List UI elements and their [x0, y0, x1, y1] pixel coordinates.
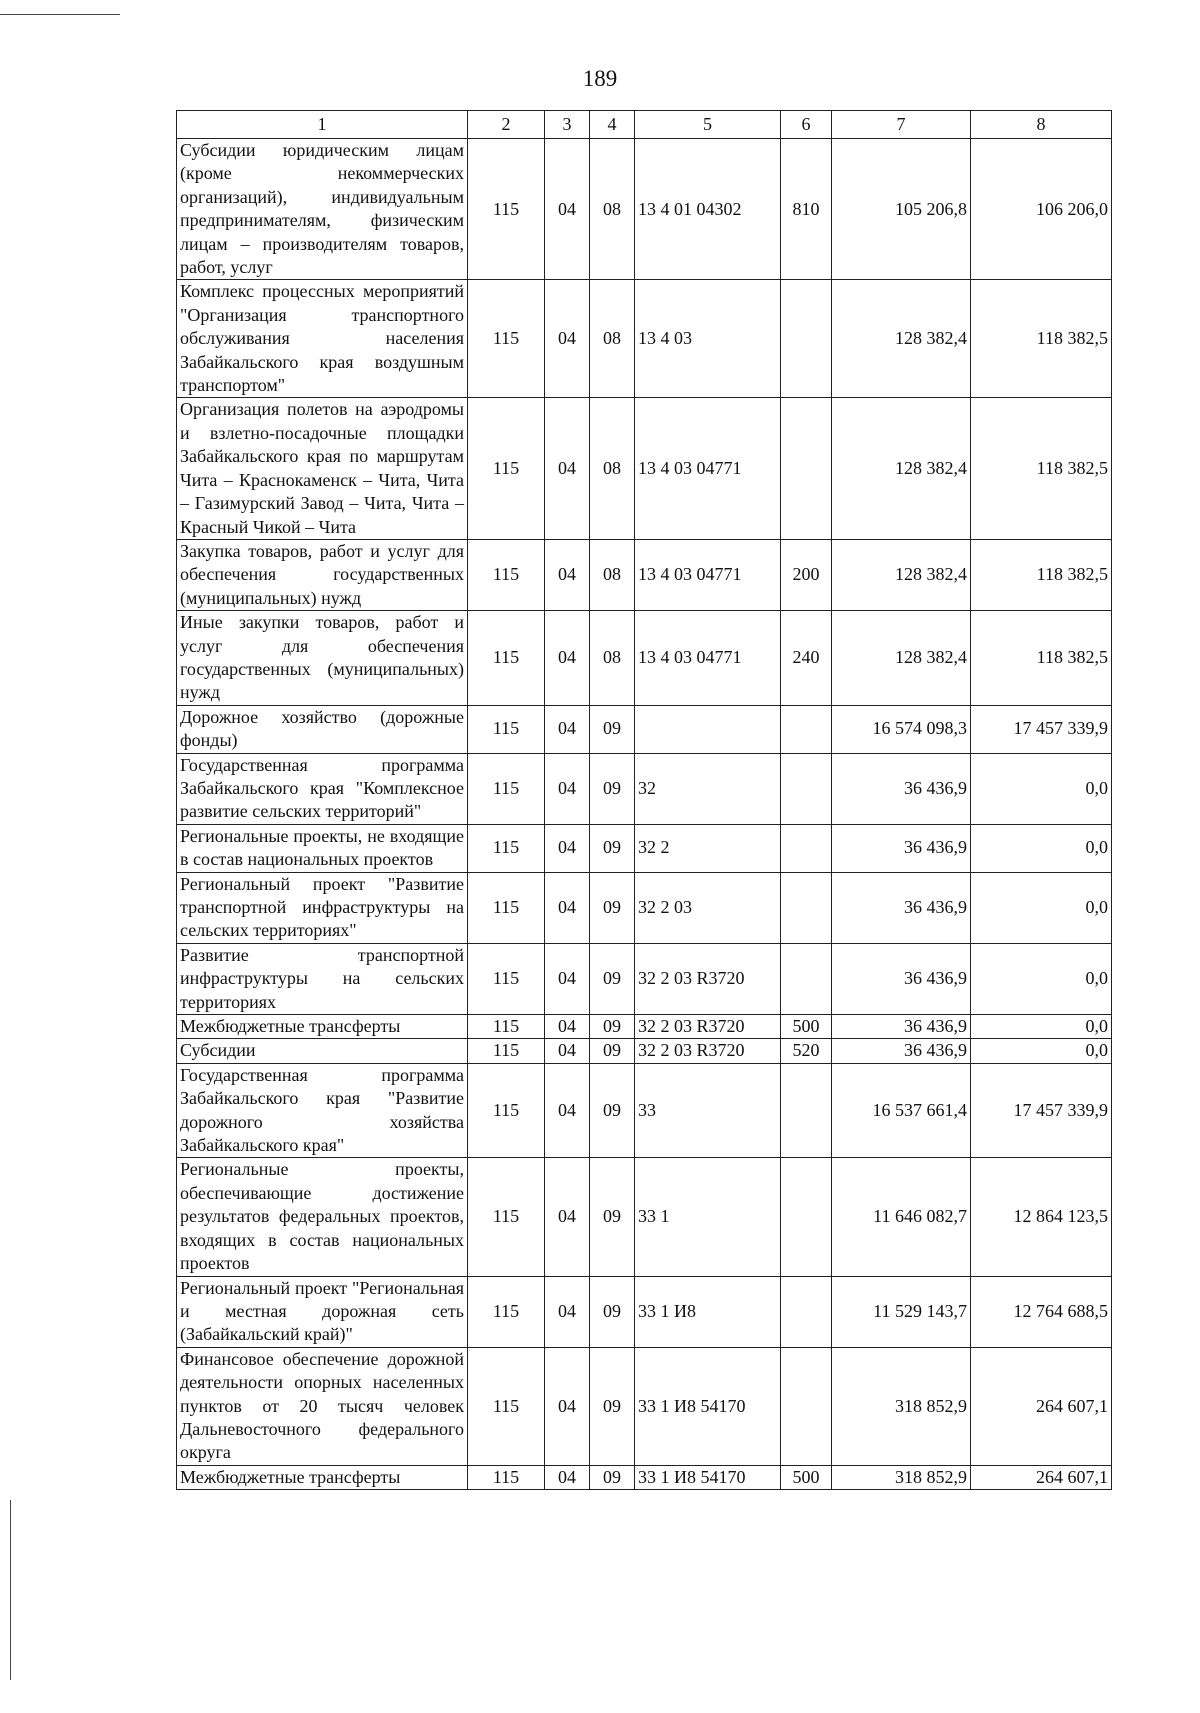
row-section: 04 — [545, 1063, 590, 1158]
table-row — [177, 1158, 1112, 1276]
row-admin-code: 115 — [468, 1465, 545, 1489]
row-target-article: 33 1 И8 — [635, 1276, 781, 1347]
row-sum-second: 0,0 — [971, 1039, 1112, 1063]
row-expense-type — [781, 398, 832, 539]
row-admin-code: 115 — [468, 824, 545, 872]
header-row — [177, 111, 1112, 139]
row-admin-code: 115 — [468, 139, 545, 280]
row-section: 04 — [545, 1039, 590, 1063]
row-expense-type — [781, 1158, 832, 1276]
row-subsection: 09 — [590, 1158, 635, 1276]
row-section: 04 — [545, 611, 590, 706]
row-admin-code: 115 — [468, 1015, 545, 1039]
row-subsection: 09 — [590, 824, 635, 872]
row-section: 04 — [545, 705, 590, 753]
row-admin-code: 115 — [468, 1039, 545, 1063]
row-admin-code: 115 — [468, 943, 545, 1014]
row-sum-first: 128 382,4 — [832, 398, 971, 539]
row-target-article: 33 1 — [635, 1158, 781, 1276]
row-sum-first: 128 382,4 — [832, 539, 971, 610]
row-sum-first: 36 436,9 — [832, 872, 971, 943]
column-header: 5 — [635, 111, 781, 139]
row-expense-type — [781, 824, 832, 872]
row-section: 04 — [545, 1276, 590, 1347]
row-sum-second: 12 864 123,5 — [971, 1158, 1112, 1276]
table-row — [177, 1276, 1112, 1347]
row-sum-first: 318 852,9 — [832, 1347, 971, 1465]
row-sum-first: 36 436,9 — [832, 753, 971, 824]
row-name: Региональные проекты, обеспечивающие достижение результатов федеральных проектов, входящих в состав национальных проектов — [177, 1158, 468, 1276]
row-name: Субсидии — [177, 1039, 468, 1063]
row-sum-first: 36 436,9 — [832, 1015, 971, 1039]
row-admin-code: 115 — [468, 753, 545, 824]
row-target-article: 32 2 03 R3720 — [635, 1039, 781, 1063]
row-subsection: 08 — [590, 139, 635, 280]
table-row — [177, 280, 1112, 398]
row-target-article: 13 4 03 — [635, 280, 781, 398]
row-sum-first: 36 436,9 — [832, 1039, 971, 1063]
row-section: 04 — [545, 1015, 590, 1039]
table-row — [177, 943, 1112, 1014]
row-sum-first: 11 529 143,7 — [832, 1276, 971, 1347]
row-section: 04 — [545, 398, 590, 539]
row-name: Государственная программа Забайкальского края "Комплексное развитие сельских территорий" — [177, 753, 468, 824]
row-sum-second: 264 607,1 — [971, 1465, 1112, 1489]
row-expense-type — [781, 1276, 832, 1347]
row-admin-code: 115 — [468, 280, 545, 398]
row-subsection: 09 — [590, 872, 635, 943]
row-section: 04 — [545, 1347, 590, 1465]
row-expense-type — [781, 753, 832, 824]
row-name: Региональный проект "Региональная и местная дорожная сеть (Забайкальский край)" — [177, 1276, 468, 1347]
row-target-article: 32 2 — [635, 824, 781, 872]
table-row — [177, 539, 1112, 610]
column-header: 7 — [832, 111, 971, 139]
row-subsection: 08 — [590, 611, 635, 706]
row-target-article: 32 2 03 — [635, 872, 781, 943]
row-section: 04 — [545, 139, 590, 280]
column-header: 3 — [545, 111, 590, 139]
table-row — [177, 1465, 1112, 1489]
table-row — [177, 139, 1112, 280]
row-name: Финансовое обеспечение дорожной деятельности опорных населенных пунктов от 20 тысяч человек Дальневосточного федерального округа — [177, 1347, 468, 1465]
row-sum-second: 0,0 — [971, 824, 1112, 872]
scan-edge-mark-top — [0, 14, 120, 15]
row-sum-first: 16 537 661,4 — [832, 1063, 971, 1158]
column-header: 8 — [971, 111, 1112, 139]
row-sum-second: 264 607,1 — [971, 1347, 1112, 1465]
row-expense-type — [781, 1063, 832, 1158]
row-sum-first: 16 574 098,3 — [832, 705, 971, 753]
row-sum-first: 128 382,4 — [832, 280, 971, 398]
row-subsection: 08 — [590, 398, 635, 539]
row-target-article: 13 4 03 04771 — [635, 398, 781, 539]
table-row — [177, 1063, 1112, 1158]
row-target-article: 33 — [635, 1063, 781, 1158]
table-row — [177, 611, 1112, 706]
row-expense-type: 200 — [781, 539, 832, 610]
row-sum-second: 118 382,5 — [971, 611, 1112, 706]
column-header: 4 — [590, 111, 635, 139]
row-sum-second: 0,0 — [971, 943, 1112, 1014]
row-expense-type: 500 — [781, 1465, 832, 1489]
row-name: Комплекс процессных мероприятий "Организация транспортного обслуживания населения Забайкальского края воздушным транспортом" — [177, 280, 468, 398]
row-sum-second: 0,0 — [971, 872, 1112, 943]
table-row — [177, 398, 1112, 539]
row-admin-code: 115 — [468, 1063, 545, 1158]
column-header: 6 — [781, 111, 832, 139]
row-section: 04 — [545, 943, 590, 1014]
table-row — [177, 1015, 1112, 1039]
row-target-article: 13 4 01 04302 — [635, 139, 781, 280]
row-target-article: 32 — [635, 753, 781, 824]
row-name: Межбюджетные трансферты — [177, 1015, 468, 1039]
row-sum-first: 36 436,9 — [832, 824, 971, 872]
row-expense-type: 240 — [781, 611, 832, 706]
row-sum-second: 17 457 339,9 — [971, 705, 1112, 753]
row-target-article: 13 4 03 04771 — [635, 539, 781, 610]
row-target-article: 32 2 03 R3720 — [635, 1015, 781, 1039]
row-target-article: 33 1 И8 54170 — [635, 1465, 781, 1489]
row-section: 04 — [545, 872, 590, 943]
row-sum-first: 318 852,9 — [832, 1465, 971, 1489]
table-row — [177, 824, 1112, 872]
row-sum-first: 11 646 082,7 — [832, 1158, 971, 1276]
row-admin-code: 115 — [468, 1276, 545, 1347]
row-name: Субсидии юридическим лицам (кроме некоммерческих организаций), индивидуальным предпринимателям, физическим лицам – производителям товаров, работ, услуг — [177, 139, 468, 280]
row-target-article: 13 4 03 04771 — [635, 611, 781, 706]
row-subsection: 08 — [590, 280, 635, 398]
table-row — [177, 1347, 1112, 1465]
row-admin-code: 115 — [468, 611, 545, 706]
row-section: 04 — [545, 1158, 590, 1276]
row-expense-type — [781, 280, 832, 398]
row-admin-code: 115 — [468, 1158, 545, 1276]
row-expense-type: 520 — [781, 1039, 832, 1063]
row-name: Дорожное хозяйство (дорожные фонды) — [177, 705, 468, 753]
row-section: 04 — [545, 280, 590, 398]
row-admin-code: 115 — [468, 1347, 545, 1465]
row-section: 04 — [545, 824, 590, 872]
row-admin-code: 115 — [468, 539, 545, 610]
row-subsection: 09 — [590, 753, 635, 824]
row-sum-second: 12 764 688,5 — [971, 1276, 1112, 1347]
row-sum-second: 106 206,0 — [971, 139, 1112, 280]
row-expense-type — [781, 705, 832, 753]
row-subsection: 08 — [590, 539, 635, 610]
budget-table — [176, 110, 1112, 1490]
row-sum-second: 17 457 339,9 — [971, 1063, 1112, 1158]
row-subsection: 09 — [590, 1063, 635, 1158]
row-admin-code: 115 — [468, 705, 545, 753]
row-subsection: 09 — [590, 1015, 635, 1039]
row-name: Региональные проекты, не входящие в состав национальных проектов — [177, 824, 468, 872]
row-expense-type — [781, 1347, 832, 1465]
row-target-article — [635, 705, 781, 753]
row-admin-code: 115 — [468, 398, 545, 539]
table-row — [177, 1039, 1112, 1063]
row-name: Развитие транспортной инфраструктуры на сельских территориях — [177, 943, 468, 1014]
row-sum-second: 118 382,5 — [971, 398, 1112, 539]
row-name: Организация полетов на аэродромы и взлетно-посадочные площадки Забайкальского края по маршрутам Чита – Краснокаменск – Чита, Чита – Газимурский Завод – Чита, Чита – Красный Чикой – Чита — [177, 398, 468, 539]
row-target-article: 32 2 03 R3720 — [635, 943, 781, 1014]
row-sum-second: 0,0 — [971, 753, 1112, 824]
table-row — [177, 753, 1112, 824]
table-row — [177, 705, 1112, 753]
row-sum-second: 0,0 — [971, 1015, 1112, 1039]
row-expense-type — [781, 872, 832, 943]
row-sum-second: 118 382,5 — [971, 280, 1112, 398]
row-name: Закупка товаров, работ и услуг для обеспечения государственных (муниципальных) нужд — [177, 539, 468, 610]
row-subsection: 09 — [590, 1276, 635, 1347]
row-subsection: 09 — [590, 1039, 635, 1063]
page-number: 189 — [582, 66, 618, 91]
row-expense-type: 810 — [781, 139, 832, 280]
row-sum-second: 118 382,5 — [971, 539, 1112, 610]
row-name: Межбюджетные трансферты — [177, 1465, 468, 1489]
row-subsection: 09 — [590, 1347, 635, 1465]
row-section: 04 — [545, 539, 590, 610]
scan-edge-mark-left — [10, 1500, 11, 1680]
row-section: 04 — [545, 753, 590, 824]
row-name: Иные закупки товаров, работ и услуг для обеспечения государственных (муниципальных) нужд — [177, 611, 468, 706]
table-row — [177, 872, 1112, 943]
row-subsection: 09 — [590, 1465, 635, 1489]
row-section: 04 — [545, 1465, 590, 1489]
row-expense-type — [781, 943, 832, 1014]
row-name: Государственная программа Забайкальского края "Развитие дорожного хозяйства Забайкальского края" — [177, 1063, 468, 1158]
row-subsection: 09 — [590, 943, 635, 1014]
row-admin-code: 115 — [468, 872, 545, 943]
row-sum-first: 105 206,8 — [832, 139, 971, 280]
row-subsection: 09 — [590, 705, 635, 753]
row-expense-type: 500 — [781, 1015, 832, 1039]
row-sum-first: 128 382,4 — [832, 611, 971, 706]
column-header: 1 — [177, 111, 468, 139]
row-target-article: 33 1 И8 54170 — [635, 1347, 781, 1465]
row-name: Региональный проект "Развитие транспортной инфраструктуры на сельских территориях" — [177, 872, 468, 943]
row-sum-first: 36 436,9 — [832, 943, 971, 1014]
column-header: 2 — [468, 111, 545, 139]
